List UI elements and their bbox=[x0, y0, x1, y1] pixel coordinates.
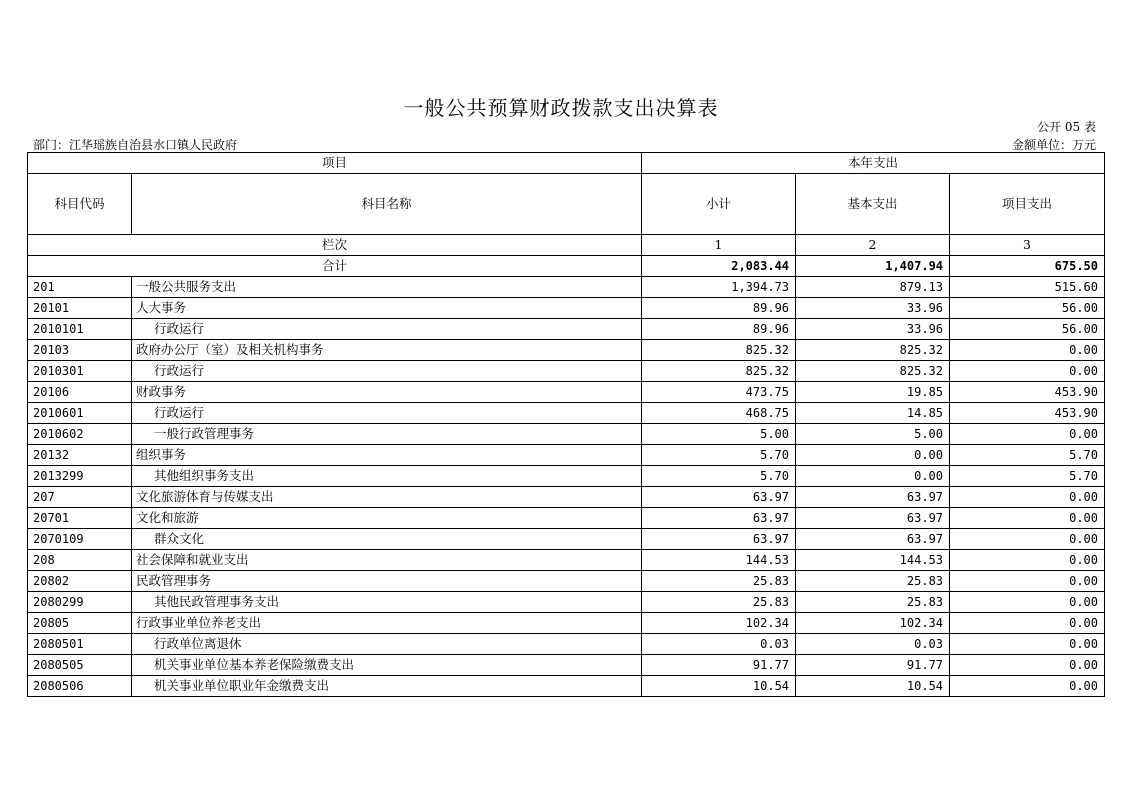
row-basic: 33.96 bbox=[796, 319, 950, 340]
row-basic: 33.96 bbox=[796, 298, 950, 319]
expenditure-table bbox=[27, 152, 1105, 697]
row-subtotal: 5.00 bbox=[642, 424, 796, 445]
row-code: 208 bbox=[28, 550, 132, 571]
row-project: 0.00 bbox=[950, 571, 1105, 592]
row-project: 0.00 bbox=[950, 340, 1105, 361]
row-subtotal: 63.97 bbox=[642, 508, 796, 529]
row-code: 2080506 bbox=[28, 676, 132, 697]
row-code: 20802 bbox=[28, 571, 132, 592]
row-project: 0.00 bbox=[950, 676, 1105, 697]
row-code: 2010301 bbox=[28, 361, 132, 382]
row-basic: 879.13 bbox=[796, 277, 950, 298]
total-project: 675.50 bbox=[950, 256, 1105, 277]
row-subtotal: 825.32 bbox=[642, 340, 796, 361]
row-code: 20106 bbox=[28, 382, 132, 403]
table-row bbox=[28, 361, 1105, 382]
row-basic: 0.00 bbox=[796, 466, 950, 487]
table-row bbox=[28, 592, 1105, 613]
row-subtotal: 0.03 bbox=[642, 634, 796, 655]
row-code: 2070109 bbox=[28, 529, 132, 550]
header-item: 项目 bbox=[28, 153, 642, 174]
row-basic: 825.32 bbox=[796, 361, 950, 382]
row-basic: 144.53 bbox=[796, 550, 950, 571]
header-name: 科目名称 bbox=[132, 174, 642, 235]
table-row bbox=[28, 655, 1105, 676]
total-subtotal: 2,083.44 bbox=[642, 256, 796, 277]
table-row bbox=[28, 340, 1105, 361]
row-basic: 825.32 bbox=[796, 340, 950, 361]
row-basic: 25.83 bbox=[796, 592, 950, 613]
row-code: 2013299 bbox=[28, 466, 132, 487]
header-current-year: 本年支出 bbox=[642, 153, 1105, 174]
row-basic: 63.97 bbox=[796, 487, 950, 508]
row-project: 0.00 bbox=[950, 550, 1105, 571]
row-subtotal: 10.54 bbox=[642, 676, 796, 697]
row-subtotal: 5.70 bbox=[642, 445, 796, 466]
row-project: 0.00 bbox=[950, 529, 1105, 550]
row-name: 社会保障和就业支出 bbox=[132, 550, 642, 571]
table-row bbox=[28, 382, 1105, 403]
table-row bbox=[28, 508, 1105, 529]
row-name: 一般公共服务支出 bbox=[132, 277, 642, 298]
row-basic: 10.54 bbox=[796, 676, 950, 697]
row-basic: 0.00 bbox=[796, 445, 950, 466]
table-row bbox=[28, 676, 1105, 697]
total-label: 合计 bbox=[28, 256, 642, 277]
row-code: 20101 bbox=[28, 298, 132, 319]
row-subtotal: 468.75 bbox=[642, 403, 796, 424]
row-subtotal: 102.34 bbox=[642, 613, 796, 634]
row-project: 515.60 bbox=[950, 277, 1105, 298]
row-name: 一般行政管理事务 bbox=[132, 424, 642, 445]
row-name: 行政运行 bbox=[132, 319, 642, 340]
column-number-row bbox=[28, 235, 1105, 256]
row-subtotal: 63.97 bbox=[642, 487, 796, 508]
table-row bbox=[28, 613, 1105, 634]
header-project: 项目支出 bbox=[950, 174, 1105, 235]
column-number-2: 2 bbox=[796, 235, 950, 256]
total-basic: 1,407.94 bbox=[796, 256, 950, 277]
row-subtotal: 825.32 bbox=[642, 361, 796, 382]
column-number-1: 1 bbox=[642, 235, 796, 256]
row-name: 行政运行 bbox=[132, 403, 642, 424]
row-basic: 91.77 bbox=[796, 655, 950, 676]
row-code: 2080505 bbox=[28, 655, 132, 676]
table-row bbox=[28, 424, 1105, 445]
department-label: 部门：江华瑶族自治县水口镇人民政府 bbox=[33, 138, 238, 152]
total-row bbox=[28, 256, 1105, 277]
column-number-3: 3 bbox=[950, 235, 1105, 256]
row-project: 0.00 bbox=[950, 424, 1105, 445]
table-row bbox=[28, 550, 1105, 571]
row-basic: 63.97 bbox=[796, 529, 950, 550]
row-basic: 0.03 bbox=[796, 634, 950, 655]
table-row bbox=[28, 319, 1105, 340]
row-project: 56.00 bbox=[950, 298, 1105, 319]
row-code: 201 bbox=[28, 277, 132, 298]
table-row bbox=[28, 529, 1105, 550]
row-subtotal: 89.96 bbox=[642, 298, 796, 319]
row-project: 56.00 bbox=[950, 319, 1105, 340]
row-basic: 14.85 bbox=[796, 403, 950, 424]
column-number-label: 栏次 bbox=[28, 235, 642, 256]
table-row bbox=[28, 634, 1105, 655]
row-project: 0.00 bbox=[950, 613, 1105, 634]
row-name: 行政事业单位养老支出 bbox=[132, 613, 642, 634]
row-subtotal: 63.97 bbox=[642, 529, 796, 550]
row-subtotal: 25.83 bbox=[642, 571, 796, 592]
row-project: 5.70 bbox=[950, 445, 1105, 466]
table-row bbox=[28, 445, 1105, 466]
row-code: 2080299 bbox=[28, 592, 132, 613]
row-name: 机关事业单位职业年金缴费支出 bbox=[132, 676, 642, 697]
row-name: 文化旅游体育与传媒支出 bbox=[132, 487, 642, 508]
row-subtotal: 89.96 bbox=[642, 319, 796, 340]
header-basic: 基本支出 bbox=[796, 174, 950, 235]
row-subtotal: 25.83 bbox=[642, 592, 796, 613]
row-code: 20103 bbox=[28, 340, 132, 361]
row-subtotal: 5.70 bbox=[642, 466, 796, 487]
header-code: 科目代码 bbox=[28, 174, 132, 235]
row-name: 其他组织事务支出 bbox=[132, 466, 642, 487]
row-basic: 63.97 bbox=[796, 508, 950, 529]
row-code: 2010602 bbox=[28, 424, 132, 445]
row-basic: 102.34 bbox=[796, 613, 950, 634]
table-row bbox=[28, 466, 1105, 487]
row-project: 453.90 bbox=[950, 403, 1105, 424]
table-row bbox=[28, 298, 1105, 319]
row-code: 2010101 bbox=[28, 319, 132, 340]
row-project: 0.00 bbox=[950, 634, 1105, 655]
page-title: 一般公共预算财政拨款支出决算表 bbox=[403, 96, 719, 120]
header-subtotal: 小计 bbox=[642, 174, 796, 235]
row-subtotal: 144.53 bbox=[642, 550, 796, 571]
row-name: 民政管理事务 bbox=[132, 571, 642, 592]
row-code: 20701 bbox=[28, 508, 132, 529]
row-project: 0.00 bbox=[950, 487, 1105, 508]
row-name: 人大事务 bbox=[132, 298, 642, 319]
row-name: 其他民政管理事务支出 bbox=[132, 592, 642, 613]
row-subtotal: 91.77 bbox=[642, 655, 796, 676]
row-name: 机关事业单位基本养老保险缴费支出 bbox=[132, 655, 642, 676]
unit-label: 金额单位：万元 bbox=[1011, 138, 1096, 152]
row-code: 2010601 bbox=[28, 403, 132, 424]
row-code: 207 bbox=[28, 487, 132, 508]
row-basic: 19.85 bbox=[796, 382, 950, 403]
row-code: 20132 bbox=[28, 445, 132, 466]
row-name: 政府办公厅（室）及相关机构事务 bbox=[132, 340, 642, 361]
table-row bbox=[28, 403, 1105, 424]
header-row-2 bbox=[28, 174, 1105, 235]
table-row bbox=[28, 277, 1105, 298]
row-subtotal: 473.75 bbox=[642, 382, 796, 403]
form-number: 公开 05 表 bbox=[1037, 120, 1096, 134]
row-name: 行政单位离退休 bbox=[132, 634, 642, 655]
row-name: 群众文化 bbox=[132, 529, 642, 550]
row-name: 文化和旅游 bbox=[132, 508, 642, 529]
row-name: 财政事务 bbox=[132, 382, 642, 403]
row-code: 20805 bbox=[28, 613, 132, 634]
row-project: 0.00 bbox=[950, 655, 1105, 676]
row-basic: 5.00 bbox=[796, 424, 950, 445]
row-project: 5.70 bbox=[950, 466, 1105, 487]
table-row bbox=[28, 571, 1105, 592]
row-name: 组织事务 bbox=[132, 445, 642, 466]
row-name: 行政运行 bbox=[132, 361, 642, 382]
header-row-1 bbox=[28, 153, 1105, 174]
table-row bbox=[28, 487, 1105, 508]
row-subtotal: 1,394.73 bbox=[642, 277, 796, 298]
row-project: 0.00 bbox=[950, 592, 1105, 613]
row-project: 453.90 bbox=[950, 382, 1105, 403]
row-project: 0.00 bbox=[950, 508, 1105, 529]
row-code: 2080501 bbox=[28, 634, 132, 655]
row-project: 0.00 bbox=[950, 361, 1105, 382]
row-basic: 25.83 bbox=[796, 571, 950, 592]
